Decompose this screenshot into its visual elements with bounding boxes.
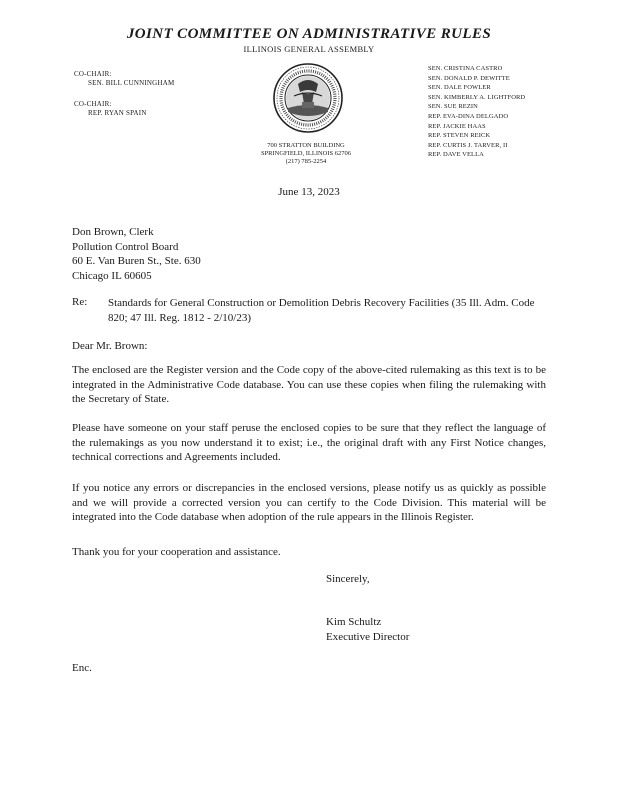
committee-title: JOINT COMMITTEE ON ADMINISTRATIVE RULES	[126, 26, 492, 42]
member-name: REP. DAVE VELLA	[428, 151, 484, 159]
cochair-block-1	[74, 70, 174, 88]
address-line: SPRINGFIELD, ILLINOIS 62706	[260, 150, 352, 157]
recipient-line: Chicago IL 60605	[72, 269, 152, 282]
signer-title: Executive Director	[326, 630, 410, 643]
recipient-line: Pollution Control Board	[72, 240, 179, 253]
recipient-address	[72, 225, 201, 283]
enclosure-note: Enc.	[72, 662, 92, 674]
committee-address	[238, 142, 374, 166]
recipient-line: Don Brown, Clerk	[72, 226, 154, 238]
closing: Sincerely,	[326, 573, 370, 585]
member-name: REP. JACKIE HAAS	[428, 122, 486, 130]
member-name: SEN. KIMBERLY A. LIGHTFORD	[428, 93, 526, 101]
member-name: REP. STEVEN REICK	[428, 132, 491, 140]
member-name: SEN. DALE FOWLER	[428, 84, 491, 92]
address-line: 700 STRATTON BUILDING	[267, 142, 345, 149]
assembly-subtitle: ILLINOIS GENERAL ASSEMBLY	[243, 44, 375, 54]
cochair-label: CO-CHAIR:	[74, 70, 112, 78]
recipient-line: 60 E. Van Buren St., Ste. 630	[72, 255, 201, 268]
body-paragraph: If you notice any errors or discrepancies in the enclosed versions, please notify us as quickly as possible and we will provide a corrected version you can certify to the Code Division. This material will be integrated into the Code database when adoption of the rule appears in the Illinois Register.	[72, 482, 546, 524]
member-name: REP. EVA-DINA DELGADO	[428, 112, 509, 120]
thanks-line: Thank you for your cooperation and assistance.	[72, 546, 281, 558]
state-seal-icon	[272, 62, 344, 134]
signature-block	[326, 615, 409, 644]
cochair-label: CO-CHAIR:	[74, 100, 112, 108]
letter-date: June 13, 2023	[278, 186, 340, 198]
member-name: SEN. SUE REZIN	[428, 103, 478, 111]
member-name: SEN. CRISTINA CASTRO	[428, 65, 503, 72]
cochair-block-2	[74, 100, 147, 118]
address-line: (217) 785-2254	[285, 158, 327, 165]
body-paragraph: Please have someone on your staff peruse the enclosed copies to be sure that they reflect the language of the rulemakings as you now understand it to exist; i.e., the original draft with any First Notice changes, technical corrections and Agreements included.	[72, 422, 546, 464]
member-list	[428, 64, 525, 160]
cochair-name: SEN. BILL CUNNINGHAM	[88, 79, 175, 87]
subject-label: Re:	[72, 296, 88, 308]
signer-name: Kim Schultz	[326, 616, 382, 628]
subject-line: Standards for General Construction or Demolition Debris Recovery Facilities (35 Ill. Adm. Code 820; 47 Ill. Reg. 1812 - 2/10/23)	[108, 297, 535, 324]
cochair-name: REP. RYAN SPAIN	[88, 109, 147, 117]
body-paragraph: The enclosed are the Register version and the Code copy of the above-cited rulemaking as this text is to be integrated in the Administrative Code database. You can use these copies when filing the rulemaking with the Secretary of State.	[72, 364, 546, 406]
member-name: SEN. DONALD P. DEWITTE	[428, 74, 510, 82]
member-name: REP. CURTIS J. TARVER, II	[428, 141, 508, 149]
salutation: Dear Mr. Brown:	[72, 340, 148, 352]
